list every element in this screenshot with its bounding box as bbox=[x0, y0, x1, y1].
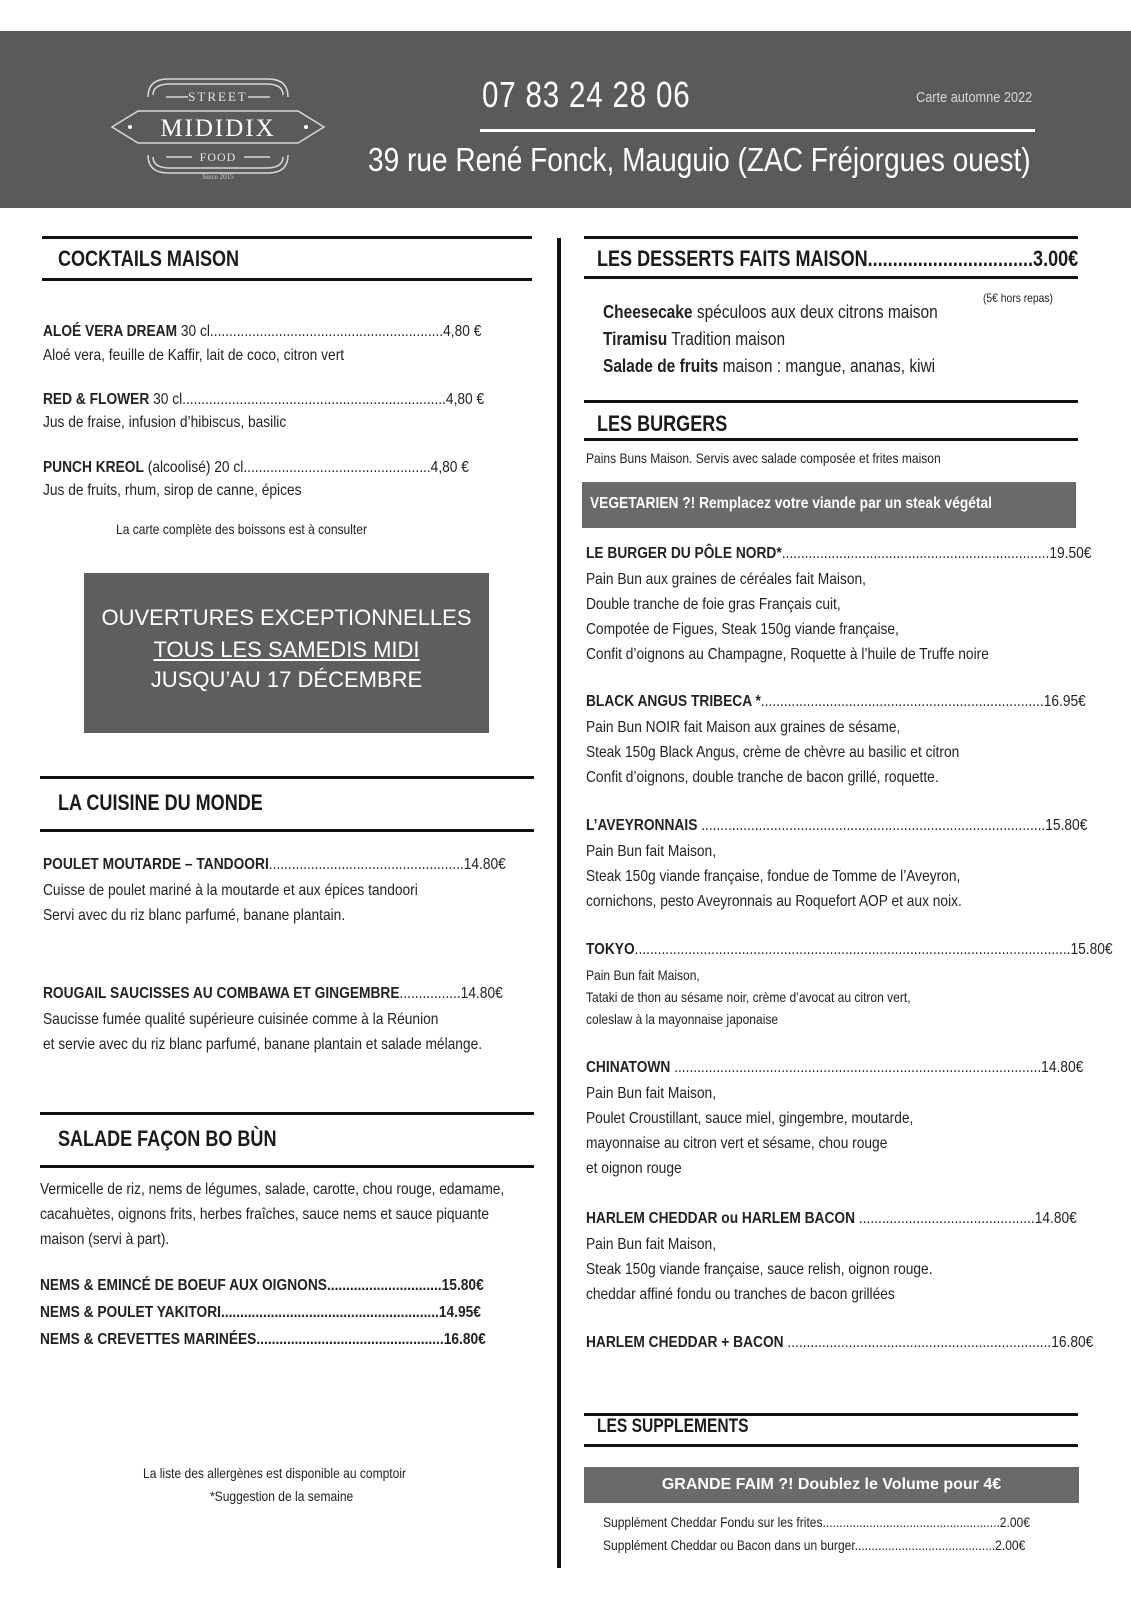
burger-description: Steak 150g viande française, sauce relish, oignon rouge. bbox=[586, 1261, 933, 1278]
header-divider bbox=[480, 129, 1035, 132]
burger-price-line: .....................................................................16.80€ bbox=[783, 1334, 1094, 1351]
cocktails-bottom-rule bbox=[42, 278, 532, 281]
cocktail-description: Jus de fraise, infusion d’hibiscus, basilic bbox=[43, 414, 287, 431]
cocktail-name: ALOÉ VERA DREAM bbox=[43, 323, 178, 340]
dish-price-line: ................14.80€ bbox=[399, 985, 503, 1002]
burger-description: mayonnaise au citron vert et sésame, chou rouge bbox=[586, 1135, 888, 1152]
cocktail-price-line: 30 cl.............................................................4,80 € bbox=[180, 323, 482, 340]
openings-line-2: TOUS LES SAMEDIS MIDI bbox=[153, 637, 420, 662]
burger-description: coleslaw à la mayonnaise japonaise bbox=[586, 1011, 779, 1027]
dish-description: Saucisse fumée qualité supérieure cuisinée comme à la Réunion bbox=[43, 1011, 439, 1028]
cocktails-top-rule bbox=[42, 236, 532, 239]
bobun-title: SALADE FAÇON BO BÙN bbox=[58, 1126, 277, 1151]
burgers-intro: Pains Buns Maison. Servis avec salade composée et frites maison bbox=[586, 450, 941, 466]
vegetarian-banner bbox=[582, 482, 1076, 528]
dish-description: Cuisse de poulet mariné à la moutarde et aux épices tandoori bbox=[43, 882, 418, 899]
burger-price-line: ..............................................14.80€ bbox=[855, 1210, 1077, 1227]
burger-description: cornichons, pesto Aveyronnais au Roquefort AOP et aux noix. bbox=[586, 893, 962, 910]
burger-item bbox=[586, 1334, 1093, 1352]
cocktails-title: COCKTAILS MAISON bbox=[58, 246, 240, 271]
burger-description: Confit d’oignons au Champagne, Roquette à l’huile de Truffe noire bbox=[586, 646, 989, 663]
world-top-rule bbox=[40, 776, 534, 779]
burger-item bbox=[586, 1210, 1077, 1228]
world-title: LA CUISINE DU MONDE bbox=[58, 790, 263, 815]
burger-item bbox=[586, 693, 1086, 711]
burger-description: Steak 150g viande française, fondue de Tomme de l’Aveyron, bbox=[586, 868, 961, 885]
burger-name: LE BURGER DU PÔLE NORD* bbox=[586, 545, 782, 562]
phone-number[interactable]: 07 83 24 28 06 bbox=[482, 74, 691, 115]
burger-item bbox=[586, 545, 1091, 563]
desserts-bottom-rule bbox=[584, 276, 1078, 279]
allergens-note: La liste des allergènes est disponible au comptoir bbox=[143, 1465, 407, 1481]
restaurant-address: 39 rue René Fonck, Mauguio (ZAC Fréjorgues ouest) bbox=[368, 141, 1031, 178]
burger-name: TOKYO bbox=[586, 941, 635, 958]
dish-description: Servi avec du riz blanc parfumé, banane plantain. bbox=[43, 907, 346, 924]
burger-item bbox=[586, 941, 1113, 959]
burgers-top-rule bbox=[584, 400, 1078, 403]
burgers-bottom-rule bbox=[584, 438, 1078, 441]
dessert-item bbox=[603, 329, 785, 350]
burger-name: HARLEM CHEDDAR + BACON bbox=[586, 1334, 784, 1351]
burger-description: Steak 150g Black Angus, crème de chèvre au basilic et citron bbox=[586, 744, 960, 761]
burger-description: Pain Bun fait Maison, bbox=[586, 843, 717, 860]
burger-description: Pain Bun fait Maison, bbox=[586, 967, 700, 983]
bobun-top-rule bbox=[40, 1112, 534, 1115]
dish-name: POULET MOUTARDE – TANDOORI bbox=[43, 856, 269, 873]
cocktail-item bbox=[43, 391, 484, 409]
openings-line-1: OUVERTURES EXCEPTIONNELLES bbox=[101, 605, 472, 630]
burger-description: cheddar affiné fondu ou tranches de bacon grillées bbox=[586, 1286, 895, 1303]
burgers-title: LES BURGERS bbox=[597, 411, 728, 436]
logo-food-text: FOOD bbox=[199, 150, 237, 164]
burger-description: et oignon rouge bbox=[586, 1160, 682, 1177]
drinks-note: La carte complète des boissons est à consulter bbox=[116, 521, 367, 537]
vegetarian-text: VEGETARIEN ?! Remplacez votre viande par un steak végétal bbox=[590, 495, 992, 512]
desserts-title: LES DESSERTS FAITS MAISON.................................3.00€ bbox=[597, 246, 1079, 271]
cocktail-item bbox=[43, 459, 469, 477]
openings-line-3: JUSQU’AU 17 DÉCEMBRE bbox=[150, 667, 423, 692]
burger-description: Poulet Croustillant, sauce miel, gingembre, moutarde, bbox=[586, 1110, 914, 1127]
menu-edition: Carte automne 2022 bbox=[916, 89, 1033, 106]
dish-description: et servie avec du riz blanc parfumé, banane plantain et salade mélange. bbox=[43, 1036, 483, 1053]
dish-item bbox=[43, 985, 503, 1003]
dessert-description: spéculoos aux deux citrons maison bbox=[696, 302, 938, 322]
bobun-description: maison (servi à part). bbox=[40, 1231, 170, 1248]
dessert-name: Cheesecake bbox=[603, 302, 693, 322]
suggestion-note: *Suggestion de la semaine bbox=[210, 1488, 354, 1504]
bobun-description: cacahuètes, oignons frits, herbes fraîches, sauce nems et sauce piquante bbox=[40, 1206, 490, 1223]
burger-price-line: ..................................................................................................................15.80€ bbox=[634, 941, 1113, 958]
burger-price-line: ..........................................................................................15.80€ bbox=[697, 817, 1088, 834]
dish-item bbox=[43, 856, 506, 874]
supplements-bottom-rule bbox=[584, 1444, 1078, 1447]
cocktail-price-line: (alcoolisé) 20 cl.................................................4,80 € bbox=[147, 459, 469, 476]
burger-description: Tataki de thon au sésame noir, crème d’avocat au citron vert, bbox=[586, 989, 911, 1005]
burger-description: Compotée de Figues, Steak 150g viande française, bbox=[586, 621, 899, 638]
dessert-name: Salade de fruits bbox=[603, 356, 719, 376]
cocktail-name: RED & FLOWER bbox=[43, 391, 150, 408]
column-divider bbox=[557, 238, 561, 1568]
logo-name-text: MIDIDIX bbox=[160, 115, 276, 142]
burger-price-line: ......................................................................19.50€ bbox=[781, 545, 1092, 562]
bobun-item: NEMS & CREVETTES MARINÉES.................................................16.80€ bbox=[40, 1331, 486, 1348]
header-banner bbox=[0, 31, 1131, 208]
dish-price-line: ...................................................14.80€ bbox=[268, 856, 506, 873]
burger-description: Double tranche de foie gras Français cuit, bbox=[586, 596, 841, 613]
bobun-item: NEMS & POULET YAKITORI.........................................................14.95€ bbox=[40, 1304, 481, 1321]
burger-name: L’AVEYRONNAIS bbox=[586, 817, 698, 834]
grande-faim-text: GRANDE FAIM ?! Doublez le Volume pour 4€ bbox=[661, 1476, 1002, 1493]
burger-description: Pain Bun fait Maison, bbox=[586, 1236, 717, 1253]
openings-box bbox=[84, 573, 489, 733]
supplement-item: Supplément Cheddar Fondu sur les frites.....................................................2.00€ bbox=[603, 1514, 1030, 1530]
supplement-item: Supplément Cheddar ou Bacon dans un burger..........................................2.00€ bbox=[603, 1537, 1026, 1553]
desserts-note: (5€ hors repas) bbox=[983, 291, 1053, 305]
dessert-description: Tradition maison bbox=[671, 329, 786, 349]
burger-description: Pain Bun NOIR fait Maison aux graines de sésame, bbox=[586, 719, 901, 736]
supplements-title: LES SUPPLEMENTS bbox=[597, 1416, 749, 1437]
logo-street-text: STREET bbox=[188, 89, 248, 104]
burger-description: Pain Bun aux graines de céréales fait Maison, bbox=[586, 571, 866, 588]
burger-description: Pain Bun fait Maison, bbox=[586, 1085, 717, 1102]
mididix-logo bbox=[108, 67, 328, 185]
logo-since-text: Since 2015 bbox=[202, 173, 234, 181]
burger-description: Confit d’oignons, double tranche de bacon grillé, roquette. bbox=[586, 769, 939, 786]
bobun-bottom-rule bbox=[40, 1165, 534, 1168]
dish-name: ROUGAIL SAUCISSES AU COMBAWA ET GINGEMBRE bbox=[43, 985, 400, 1002]
burger-item bbox=[586, 817, 1087, 835]
burger-price-line: ................................................................................................14.80€ bbox=[670, 1059, 1084, 1076]
world-bottom-rule bbox=[40, 829, 534, 832]
grande-faim-banner bbox=[584, 1467, 1079, 1503]
dessert-item bbox=[603, 302, 938, 323]
cocktail-item bbox=[43, 323, 481, 341]
burger-item bbox=[586, 1059, 1083, 1077]
bobun-item: NEMS & EMINCÉ DE BOEUF AUX OIGNONS..............................15.80€ bbox=[40, 1277, 484, 1294]
cocktail-description: Aloé vera, feuille de Kaffir, lait de coco, citron vert bbox=[43, 347, 345, 364]
cocktail-price-line: 30 cl.....................................................................4,80 € bbox=[153, 391, 485, 408]
dessert-name: Tiramisu bbox=[603, 329, 668, 349]
burger-price-line: ..........................................................................16.95€ bbox=[760, 693, 1086, 710]
cocktail-description: Jus de fruits, rhum, sirop de canne, épices bbox=[43, 482, 302, 499]
bobun-description: Vermicelle de riz, nems de légumes, salade, carotte, chou rouge, edamame, bbox=[40, 1181, 505, 1198]
dessert-item bbox=[603, 356, 935, 377]
desserts-top-rule bbox=[584, 236, 1078, 239]
burger-name: CHINATOWN bbox=[586, 1059, 671, 1076]
cocktail-name: PUNCH KREOL bbox=[43, 459, 144, 476]
dessert-description: maison : mangue, ananas, kiwi bbox=[722, 356, 936, 376]
burger-name: HARLEM CHEDDAR ou HARLEM BACON bbox=[586, 1210, 856, 1227]
burger-name: BLACK ANGUS TRIBECA * bbox=[586, 693, 761, 710]
